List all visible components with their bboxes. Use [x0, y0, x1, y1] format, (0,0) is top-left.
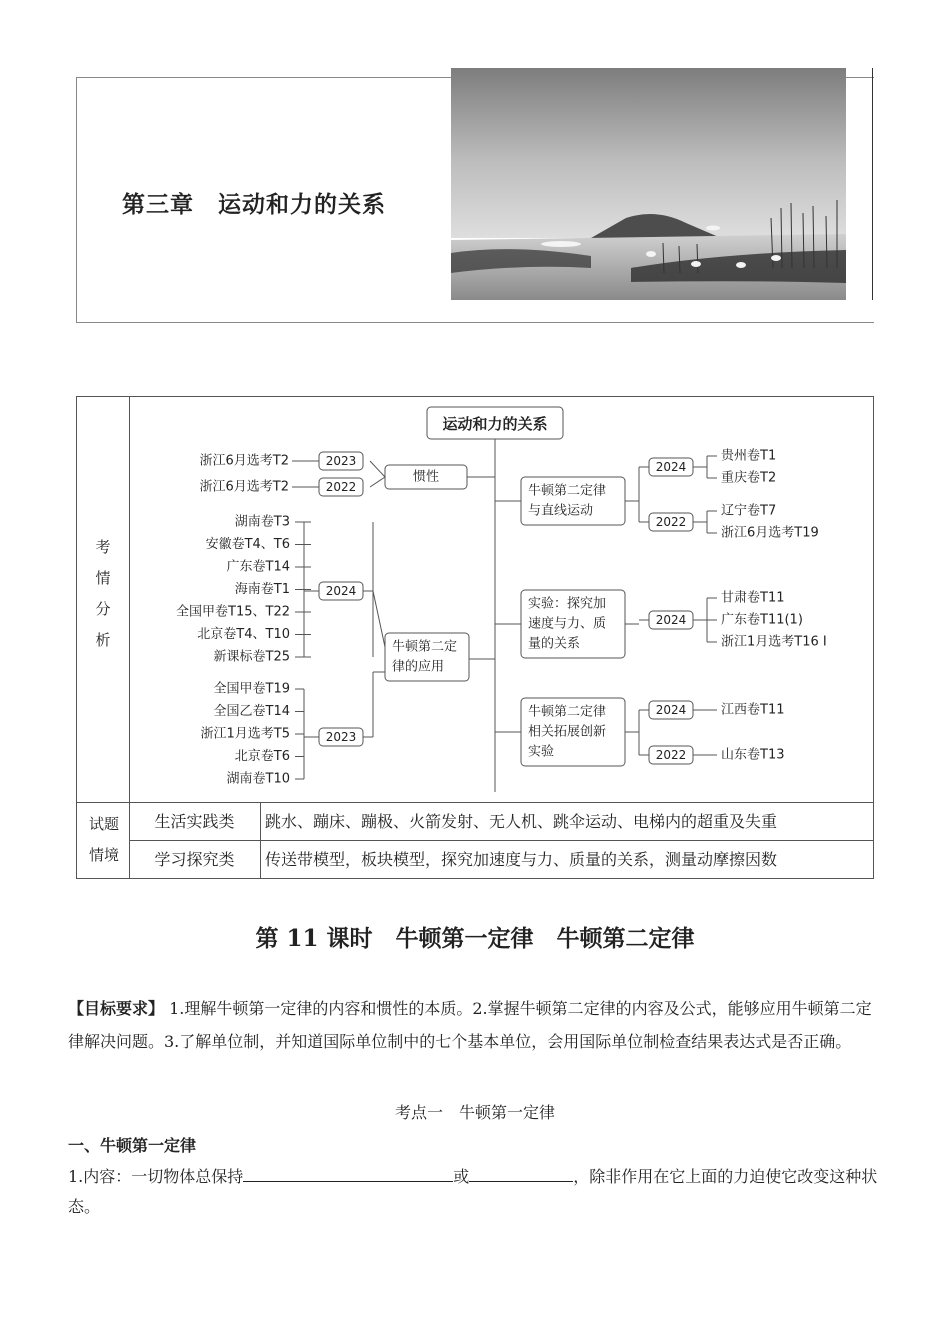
- source-item: 甘肃卷T11: [721, 590, 785, 606]
- inertia-label: 惯性: [412, 469, 440, 485]
- content-or: 或: [453, 1167, 470, 1186]
- context-type: 生活实践类: [154, 812, 235, 831]
- year-label: 2024: [655, 703, 687, 717]
- node-label: 与直线运动: [528, 503, 594, 519]
- year-label: 2024: [655, 460, 687, 474]
- table-divider: [260, 802, 261, 878]
- node-label: 相关拓展创新: [528, 724, 607, 740]
- node-label: 牛顿第二定: [392, 639, 458, 655]
- answer-blank[interactable]: [469, 1163, 573, 1182]
- source-item: 浙江1月选考T16 Ⅰ: [721, 634, 827, 650]
- section-title: 一、牛顿第一定律: [68, 1136, 197, 1155]
- table-divider: [129, 840, 873, 841]
- node-label: 速度与力、质: [528, 616, 607, 632]
- year-label: 2022: [655, 748, 687, 762]
- table-divider: [77, 802, 873, 803]
- lesson-title: 第 11 课时 牛顿第一定律 牛顿第二定律: [255, 925, 695, 952]
- goals-text: 1.理解牛顿第一定律的内容和惯性的本质。2.掌握牛顿第二定律的内容及公式，能够应用牛顿第二定律解决问题。3.了解单位制，并知道国际单位制中的七个基本单位，会用国际单位制检查结果表达式是否正确。: [68, 999, 872, 1051]
- landscape-photo: [451, 68, 846, 300]
- source-item: 安徽卷T4、T6: [205, 537, 290, 552]
- year-label: 2022: [325, 480, 357, 494]
- content-paragraph: [68, 1162, 883, 1222]
- goals-tag: 【目标要求】: [68, 999, 165, 1018]
- source-item: 北京卷T6: [234, 749, 290, 764]
- source-item: 广东卷T14: [226, 559, 290, 575]
- answer-blank[interactable]: [243, 1163, 453, 1182]
- source-item: 山东卷T13: [721, 747, 785, 763]
- source-item: 辽宁卷T7: [721, 503, 777, 519]
- source-item: 湖南卷T10: [226, 771, 290, 787]
- root-label: 运动和力的关系: [442, 415, 548, 433]
- connector-line: [370, 461, 385, 477]
- source-item: 新课标卷T25: [213, 649, 290, 665]
- node-label: 量的关系: [528, 636, 581, 652]
- year-label: 2024: [325, 584, 357, 598]
- analysis-label: 考 情 分 析: [95, 538, 111, 649]
- source-item: 浙江6月选考T2: [199, 479, 289, 495]
- connector-line: [370, 477, 385, 487]
- source-item: 湖南卷T3: [234, 514, 290, 530]
- source-item: 浙江6月选考T19: [721, 525, 819, 541]
- source-item: 江西卷T11: [721, 702, 785, 718]
- node-label: 律的应用: [392, 659, 445, 675]
- source-item: 广东卷T11(1): [721, 612, 803, 628]
- header-right-rule: [872, 68, 873, 300]
- year-label: 2022: [655, 515, 687, 529]
- context-content: 传送带模型，板块模型，探究加速度与力、质量的关系，测量动摩擦因数: [265, 850, 778, 869]
- node-label: 实验: [528, 744, 555, 760]
- content-prefix: 1.内容：一切物体总保持: [68, 1167, 244, 1186]
- source-item: 全国乙卷T14: [213, 704, 290, 719]
- exam-point-title: 考点一 牛顿第一定律: [394, 1103, 555, 1122]
- node-label: 牛顿第二定律: [528, 704, 607, 720]
- context-label: 试题 情境: [88, 815, 119, 864]
- source-item: 海南卷T1: [234, 582, 290, 597]
- chapter-title: 第三章 运动和力的关系: [122, 192, 386, 218]
- context-type: 学习探究类: [154, 850, 235, 869]
- learning-goals: [68, 992, 883, 1058]
- source-item: 贵州卷T1: [721, 448, 777, 464]
- year-label: 2023: [325, 454, 357, 468]
- source-item: 北京卷T4、T10: [197, 627, 290, 642]
- exam-analysis-table: [76, 396, 874, 879]
- source-item: 全国甲卷T15、T22: [176, 604, 290, 620]
- node-label: 实验：探究加: [528, 596, 607, 612]
- source-item: 浙江1月选考T5: [200, 726, 290, 742]
- context-content: 跳水、蹦床、蹦极、火箭发射、无人机、跳伞运动、电梯内的超重及失重: [265, 812, 778, 831]
- year-label: 2023: [325, 730, 357, 744]
- node-label: 牛顿第二定律: [528, 483, 607, 499]
- year-label: 2024: [655, 613, 687, 627]
- knowledge-mindmap: [77, 397, 873, 802]
- source-item: 全国甲卷T19: [213, 681, 290, 697]
- content-suffix: ，除非作用在它上面的力迫使它改变这种状态。: [68, 1167, 878, 1216]
- source-item: 浙江6月选考T2: [199, 453, 289, 469]
- connector-line: [373, 591, 385, 647]
- source-item: 重庆卷T2: [721, 470, 777, 486]
